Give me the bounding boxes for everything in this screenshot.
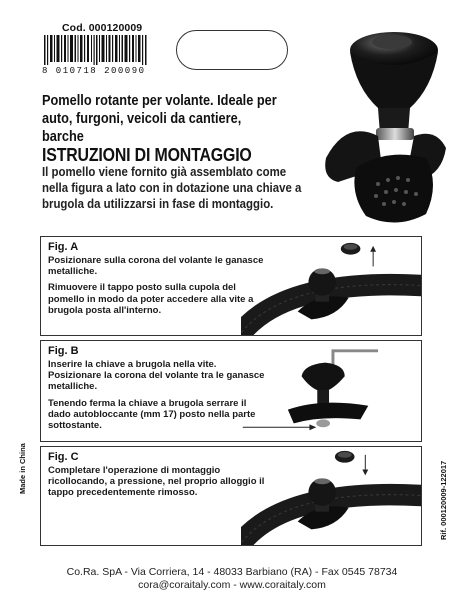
instructions-intro: Il pomello viene fornito già assemblato come nella figura a lato con in dotazione una chiave a brugola da utilizzarsi in fase di montaggio. <box>42 164 302 211</box>
figure-b-title: Fig. B <box>48 345 79 357</box>
product-code: Cod. 000120009 <box>62 22 143 34</box>
instructions-title: ISTRUZIONI DI MONTAGGIO <box>42 144 252 165</box>
figure-b-step-1: Inserire la chiave a brugola nella vite. Posizionare la corona del volante tra le ganasce metalliche. <box>48 359 265 393</box>
figure-a-title: Fig. A <box>48 241 79 253</box>
product-photo <box>316 8 464 230</box>
company-contacts: cora@coraitaly.com - www.coraitaly.com <box>138 579 326 591</box>
made-in-label: Made in China <box>18 443 27 494</box>
figure-c-step-1: Completare l'operazione di montaggio ricollocando, a pressione, nel proprio alloggio il tappo precedentemente rimosso. <box>48 465 265 499</box>
barcode-number: 8 010718 200090 <box>42 66 146 76</box>
figure-a-illustration <box>241 237 421 335</box>
figure-b-illustration <box>241 341 421 441</box>
reference-text: Rif. 000120009-122017 <box>439 460 448 540</box>
figure-b-text <box>48 359 268 436</box>
figure-a-panel <box>40 236 422 336</box>
figure-a-step-2: Rimuovere il tappo posto sulla cupola del pomello in modo da poter accedere alla vite a brugola posta all'interno. <box>48 282 254 316</box>
hang-slot <box>176 30 288 70</box>
figure-c-panel <box>40 446 422 546</box>
figure-b-step-2: Tenendo ferma la chiave a brugola serrare il dado autobloccante (mm 17) posto nella parte sottostante. <box>48 397 256 432</box>
figure-c-text <box>48 465 268 504</box>
figure-b-panel <box>40 340 422 442</box>
figure-c-title: Fig. C <box>48 451 79 463</box>
figure-a-text <box>48 255 268 321</box>
barcode <box>44 35 148 65</box>
figure-c-illustration <box>241 447 421 545</box>
figure-a-step-1: Posizionare sulla corona del volante le ganasce metalliche. <box>48 255 264 278</box>
company-address: Co.Ra. SpA - Via Corriera, 14 - 48033 Barbiano (RA) - Fax 0545 78734 <box>66 566 398 578</box>
product-headline: Pomello rotante per volante. Ideale per auto, furgoni, veicoli da cantiere, barche <box>42 93 277 145</box>
